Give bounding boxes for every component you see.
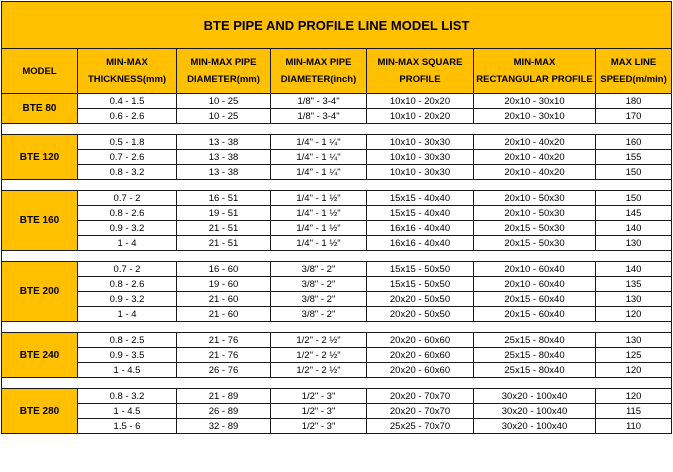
- pipe-diameter-inch-cell: 1/8" - 3-4": [271, 109, 367, 124]
- table-row: [2, 94, 672, 109]
- pipe-diameter-inch-cell: 1/8" - 3-4": [271, 94, 367, 109]
- pipe-diameter-mm-cell: 13 - 38: [177, 165, 271, 180]
- square-profile-cell: 10x10 - 30x30: [367, 135, 474, 150]
- square-profile-cell: 10x10 - 30x30: [367, 150, 474, 165]
- max-line-speed-cell: 155: [596, 150, 672, 165]
- model-cell: BTE 280: [2, 389, 78, 434]
- square-profile-cell: 20x20 - 70x70: [367, 404, 474, 419]
- square-profile-cell: 20x20 - 60x60: [367, 348, 474, 363]
- table-row: [2, 165, 672, 180]
- square-profile-cell: 25x25 - 70x70: [367, 419, 474, 434]
- pipe-diameter-inch-cell: 1/4" - 1 ¼": [271, 150, 367, 165]
- table-row: [2, 236, 672, 251]
- max-line-speed-cell: 130: [596, 333, 672, 348]
- pipe-diameter-inch-cell: 1/2" - 2 ½": [271, 363, 367, 378]
- max-line-speed-cell: 120: [596, 307, 672, 322]
- pipe-diameter-inch-cell: 1/2" - 3": [271, 389, 367, 404]
- pipe-diameter-inch-cell: 1/4" - 1 ½": [271, 206, 367, 221]
- pipe-diameter-inch-cell: 3/8" - 2": [271, 262, 367, 277]
- max-line-speed-cell: 170: [596, 109, 672, 124]
- model-list-sheet: [1, 1, 671, 471]
- pipe-diameter-mm-cell: 19 - 60: [177, 277, 271, 292]
- max-line-speed-cell: 140: [596, 262, 672, 277]
- thickness-cell: 0.8 - 2.5: [78, 333, 177, 348]
- rectangular-profile-cell: 20x15 - 50x30: [474, 236, 596, 251]
- max-line-speed-cell: 180: [596, 94, 672, 109]
- header-max-line-speed: MAX LINE SPEED(m/min): [596, 49, 672, 94]
- thickness-cell: 0.8 - 3.2: [78, 165, 177, 180]
- max-line-speed-cell: 125: [596, 348, 672, 363]
- thickness-cell: 1 - 4: [78, 236, 177, 251]
- pipe-diameter-mm-cell: 21 - 51: [177, 221, 271, 236]
- table-row: [2, 221, 672, 236]
- rectangular-profile-cell: 30x20 - 100x40: [474, 419, 596, 434]
- rectangular-profile-cell: 20x15 - 60x40: [474, 292, 596, 307]
- table-title: BTE PIPE AND PROFILE LINE MODEL LIST: [2, 2, 672, 49]
- square-profile-cell: 20x20 - 70x70: [367, 389, 474, 404]
- thickness-cell: 0.9 - 3.2: [78, 292, 177, 307]
- square-profile-cell: 10x10 - 20x20: [367, 94, 474, 109]
- rectangular-profile-cell: 20x10 - 40x20: [474, 135, 596, 150]
- rectangular-profile-cell: 25x15 - 80x40: [474, 348, 596, 363]
- pipe-diameter-mm-cell: 10 - 25: [177, 109, 271, 124]
- group-separator: [2, 180, 672, 191]
- thickness-cell: 0.7 - 2: [78, 191, 177, 206]
- thickness-cell: 1 - 4.5: [78, 363, 177, 378]
- separator-cell: [2, 251, 672, 262]
- square-profile-cell: 20x20 - 50x50: [367, 307, 474, 322]
- pipe-diameter-mm-cell: 26 - 76: [177, 363, 271, 378]
- square-profile-cell: 20x20 - 50x50: [367, 292, 474, 307]
- rectangular-profile-cell: 20x10 - 50x30: [474, 191, 596, 206]
- square-profile-cell: 15x15 - 50x50: [367, 262, 474, 277]
- max-line-speed-cell: 140: [596, 221, 672, 236]
- table-row: [2, 404, 672, 419]
- thickness-cell: 1 - 4: [78, 307, 177, 322]
- thickness-cell: 0.9 - 3.5: [78, 348, 177, 363]
- model-cell: BTE 200: [2, 262, 78, 322]
- max-line-speed-cell: 130: [596, 292, 672, 307]
- rectangular-profile-cell: 25x15 - 80x40: [474, 363, 596, 378]
- header-square-profile: MIN-MAX SQUARE PROFILE: [367, 49, 474, 94]
- separator-cell: [2, 180, 672, 191]
- max-line-speed-cell: 150: [596, 191, 672, 206]
- table-row: [2, 363, 672, 378]
- table-row: [2, 262, 672, 277]
- table-row: [2, 292, 672, 307]
- pipe-diameter-mm-cell: 10 - 25: [177, 94, 271, 109]
- pipe-diameter-inch-cell: 1/4" - 1 ½": [271, 236, 367, 251]
- pipe-diameter-inch-cell: 1/4" - 1 ¼": [271, 165, 367, 180]
- group-separator: [2, 322, 672, 333]
- rectangular-profile-cell: 20x10 - 40x20: [474, 150, 596, 165]
- max-line-speed-cell: 120: [596, 389, 672, 404]
- thickness-cell: 0.6 - 2.6: [78, 109, 177, 124]
- rectangular-profile-cell: 20x10 - 60x40: [474, 277, 596, 292]
- pipe-diameter-mm-cell: 21 - 76: [177, 348, 271, 363]
- pipe-diameter-inch-cell: 3/8" - 2": [271, 292, 367, 307]
- group-separator: [2, 124, 672, 135]
- max-line-speed-cell: 150: [596, 165, 672, 180]
- rectangular-profile-cell: 20x15 - 60x40: [474, 307, 596, 322]
- max-line-speed-cell: 110: [596, 419, 672, 434]
- thickness-cell: 0.9 - 3.2: [78, 221, 177, 236]
- square-profile-cell: 10x10 - 30x30: [367, 165, 474, 180]
- table-row: [2, 333, 672, 348]
- separator-cell: [2, 124, 672, 135]
- pipe-diameter-inch-cell: 3/8" - 2": [271, 307, 367, 322]
- square-profile-cell: 15x15 - 40x40: [367, 191, 474, 206]
- pipe-diameter-mm-cell: 21 - 60: [177, 307, 271, 322]
- rectangular-profile-cell: 20x10 - 60x40: [474, 262, 596, 277]
- pipe-diameter-inch-cell: 1/4" - 1 ¼": [271, 135, 367, 150]
- square-profile-cell: 10x10 - 20x20: [367, 109, 474, 124]
- model-cell: BTE 160: [2, 191, 78, 251]
- max-line-speed-cell: 115: [596, 404, 672, 419]
- max-line-speed-cell: 120: [596, 363, 672, 378]
- table-row: [2, 389, 672, 404]
- pipe-diameter-inch-cell: 3/8" - 2": [271, 277, 367, 292]
- rectangular-profile-cell: 20x10 - 30x10: [474, 109, 596, 124]
- square-profile-cell: 15x15 - 40x40: [367, 206, 474, 221]
- pipe-diameter-inch-cell: 1/4" - 1 ½": [271, 191, 367, 206]
- header-rectangular-profile: MIN-MAX RECTANGULAR PROFILE: [474, 49, 596, 94]
- rectangular-profile-cell: 20x10 - 40x20: [474, 165, 596, 180]
- separator-cell: [2, 378, 672, 389]
- thickness-cell: 0.7 - 2.6: [78, 150, 177, 165]
- table-row: [2, 150, 672, 165]
- separator-cell: [2, 322, 672, 333]
- max-line-speed-cell: 145: [596, 206, 672, 221]
- rectangular-profile-cell: 20x10 - 30x10: [474, 94, 596, 109]
- model-cell: BTE 80: [2, 94, 78, 124]
- rectangular-profile-cell: 20x15 - 50x30: [474, 221, 596, 236]
- max-line-speed-cell: 160: [596, 135, 672, 150]
- square-profile-cell: 15x15 - 50x50: [367, 277, 474, 292]
- pipe-diameter-inch-cell: 1/2" - 3": [271, 404, 367, 419]
- header-pipe-diameter-inch: MIN-MAX PIPE DIAMETER(inch): [271, 49, 367, 94]
- model-cell: BTE 240: [2, 333, 78, 378]
- rectangular-profile-cell: 25x15 - 80x40: [474, 333, 596, 348]
- thickness-cell: 0.7 - 2: [78, 262, 177, 277]
- header-row: [2, 49, 672, 94]
- pipe-diameter-inch-cell: 1/2" - 2 ½": [271, 333, 367, 348]
- max-line-speed-cell: 135: [596, 277, 672, 292]
- table-row: [2, 109, 672, 124]
- pipe-diameter-mm-cell: 16 - 51: [177, 191, 271, 206]
- square-profile-cell: 20x20 - 60x60: [367, 363, 474, 378]
- table-row: [2, 135, 672, 150]
- square-profile-cell: 16x16 - 40x40: [367, 221, 474, 236]
- thickness-cell: 0.5 - 1.8: [78, 135, 177, 150]
- model-cell: BTE 120: [2, 135, 78, 180]
- thickness-cell: 0.4 - 1.5: [78, 94, 177, 109]
- rectangular-profile-cell: 30x20 - 100x40: [474, 389, 596, 404]
- group-separator: [2, 251, 672, 262]
- pipe-diameter-mm-cell: 16 - 60: [177, 262, 271, 277]
- pipe-diameter-mm-cell: 19 - 51: [177, 206, 271, 221]
- pipe-diameter-mm-cell: 13 - 38: [177, 150, 271, 165]
- model-list-table: [1, 1, 672, 434]
- thickness-cell: 0.8 - 3.2: [78, 389, 177, 404]
- table-row: [2, 419, 672, 434]
- rectangular-profile-cell: 30x20 - 100x40: [474, 404, 596, 419]
- pipe-diameter-inch-cell: 1/4" - 1 ½": [271, 221, 367, 236]
- table-row: [2, 206, 672, 221]
- pipe-diameter-mm-cell: 21 - 89: [177, 389, 271, 404]
- square-profile-cell: 20x20 - 60x60: [367, 333, 474, 348]
- pipe-diameter-mm-cell: 21 - 76: [177, 333, 271, 348]
- header-thickness: MIN-MAX THICKNESS(mm): [78, 49, 177, 94]
- group-separator: [2, 378, 672, 389]
- pipe-diameter-mm-cell: 13 - 38: [177, 135, 271, 150]
- pipe-diameter-mm-cell: 21 - 60: [177, 292, 271, 307]
- thickness-cell: 1.5 - 6: [78, 419, 177, 434]
- table-row: [2, 348, 672, 363]
- thickness-cell: 0.8 - 2.6: [78, 206, 177, 221]
- thickness-cell: 0.8 - 2.6: [78, 277, 177, 292]
- table-row: [2, 307, 672, 322]
- pipe-diameter-mm-cell: 26 - 89: [177, 404, 271, 419]
- header-pipe-diameter-mm: MIN-MAX PIPE DIAMETER(mm): [177, 49, 271, 94]
- pipe-diameter-inch-cell: 1/2" - 2 ½": [271, 348, 367, 363]
- header-model: MODEL: [2, 49, 78, 94]
- table-row: [2, 277, 672, 292]
- table-row: [2, 191, 672, 206]
- square-profile-cell: 16x16 - 40x40: [367, 236, 474, 251]
- pipe-diameter-inch-cell: 1/2" - 3": [271, 419, 367, 434]
- thickness-cell: 1 - 4.5: [78, 404, 177, 419]
- pipe-diameter-mm-cell: 21 - 51: [177, 236, 271, 251]
- pipe-diameter-mm-cell: 32 - 89: [177, 419, 271, 434]
- rectangular-profile-cell: 20x10 - 50x30: [474, 206, 596, 221]
- max-line-speed-cell: 130: [596, 236, 672, 251]
